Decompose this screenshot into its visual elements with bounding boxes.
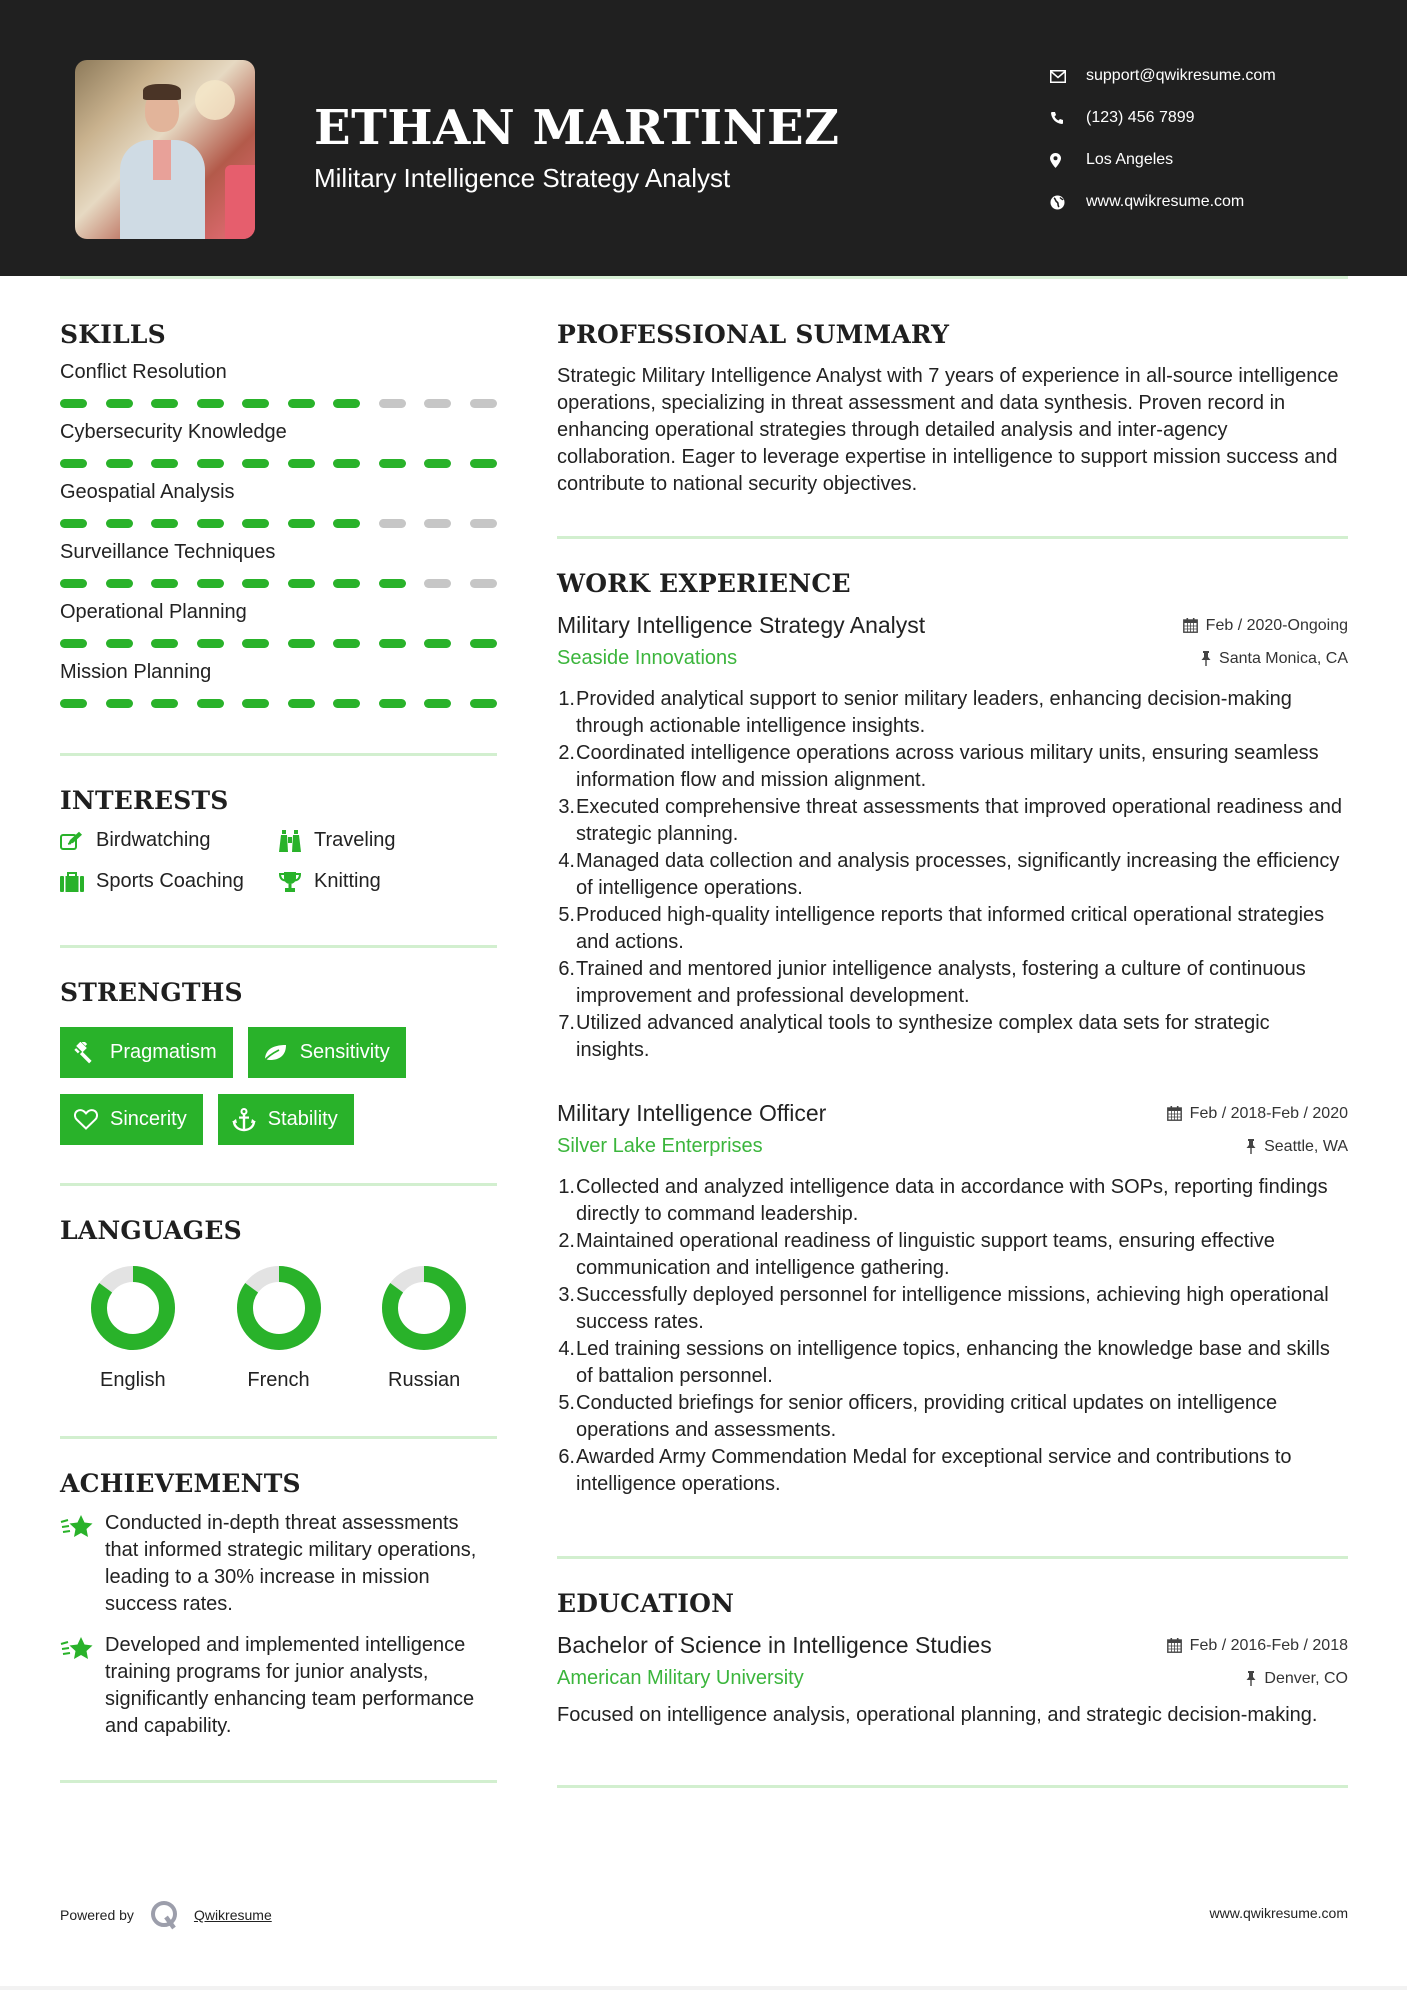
education-dates-text: Feb / 2016-Feb / 2018 [1189, 1636, 1348, 1654]
skill-dot-filled [106, 699, 133, 708]
responsibility-text: Collected and analyzed intelligence data in accordance with SOPs, reporting findings directly to command leadership. [576, 1176, 1328, 1225]
skill-dot-filled [60, 519, 87, 528]
skill-name: Operational Planning [60, 601, 247, 623]
qwikresume-logo-icon [150, 1900, 180, 1930]
skill-dot-filled [60, 459, 87, 468]
skill-dot-filled [424, 699, 451, 708]
skill-dot-filled [197, 459, 224, 468]
responsibility-item [557, 956, 1348, 1010]
heart-icon [74, 1109, 98, 1130]
skill-dot-filled [288, 519, 315, 528]
list-number: 2. [558, 742, 575, 764]
degree-title: Bachelor of Science in Intelligence Studies [557, 1632, 992, 1658]
list-number: 6. [558, 1446, 575, 1468]
skill-dot-filled [470, 459, 497, 468]
skill-dot-empty [379, 399, 406, 408]
footer-powered-by [60, 1900, 272, 1930]
job-title: Military Intelligence Strategy Analyst [557, 612, 926, 638]
skills-heading: SKILLS [60, 320, 166, 349]
skill-dot-filled [197, 639, 224, 648]
list-number: 6. [558, 958, 575, 980]
map-marker-icon [1050, 153, 1086, 168]
education-header [557, 1632, 1348, 1659]
skill-dot-filled [106, 399, 133, 408]
responsibility-text: Provided analytical support to senior military leaders, enhancing decision-making through actionable intelligence insights. [576, 688, 1292, 737]
calendar-icon [1183, 618, 1198, 633]
language-item [351, 1265, 497, 1392]
responsibility-text: Maintained operational readiness of linguistic support teams, ensuring effective communication and intelligence gathering. [576, 1230, 1275, 1279]
contact-website-text: www.qwikresume.com [1086, 193, 1245, 210]
responsibility-text: Trained and mentored junior intelligence analysts, fostering a culture of continuous improvement and professional development. [576, 958, 1306, 1007]
interest-item [60, 829, 278, 852]
job-entry [557, 612, 1348, 1064]
skill-dot-filled [151, 699, 178, 708]
section-divider [557, 1785, 1348, 1788]
skill-dot-filled [379, 699, 406, 708]
list-number: 7. [558, 1012, 575, 1034]
calendar-icon [1167, 1638, 1182, 1653]
achievements-heading: ACHIEVEMENTS [60, 1469, 301, 1498]
photo-person-shirt [153, 140, 171, 180]
education-section [557, 1589, 1348, 1729]
pushpin-icon [1246, 1671, 1256, 1686]
skill-dot-empty [470, 399, 497, 408]
skill-dot-filled [470, 699, 497, 708]
responsibility-text: Awarded Army Commendation Medal for exceptional service and contributions to intelligence operations. [576, 1446, 1292, 1495]
skill-dot-filled [242, 639, 269, 648]
skill-dot-filled [151, 459, 178, 468]
anchor-icon [232, 1108, 256, 1132]
interest-label: Sports Coaching [96, 870, 244, 892]
photo-person-hair [143, 84, 181, 100]
skill-dot-filled [197, 699, 224, 708]
experience-section [557, 569, 1348, 1498]
job-subheader [557, 647, 1348, 670]
responsibility-item [557, 1444, 1348, 1498]
languages-list [60, 1265, 497, 1392]
language-name: Russian [388, 1369, 461, 1391]
job-dates [1167, 1105, 1348, 1123]
jobs-list [557, 612, 1348, 1498]
skill-dot-filled [242, 699, 269, 708]
job-title: Military Intelligence Officer [557, 1100, 827, 1126]
skill-dot-filled [106, 519, 133, 528]
job-location-text: Santa Monica, CA [1219, 649, 1348, 667]
skill-name: Surveillance Techniques [60, 541, 276, 563]
skill-name: Geospatial Analysis [60, 481, 235, 503]
language-proficiency-donut [381, 1265, 467, 1351]
list-number: 2. [558, 1230, 575, 1252]
right-column [557, 320, 1348, 1788]
powered-by-text: Powered by [60, 1907, 134, 1923]
skill-dot-empty [379, 519, 406, 528]
experience-heading: WORK EXPERIENCE [557, 569, 851, 598]
skill-level-meter [60, 519, 497, 529]
responsibility-item [557, 1010, 1348, 1064]
skill-dot-filled [151, 639, 178, 648]
pushpin-icon [1246, 1139, 1256, 1154]
skill-level-meter [60, 399, 497, 409]
education-dates [1167, 1637, 1348, 1655]
skill-dot-filled [197, 519, 224, 528]
phone-icon [1050, 111, 1086, 125]
section-divider [557, 536, 1348, 539]
skill-name: Mission Planning [60, 661, 212, 683]
skill-dot-filled [288, 579, 315, 588]
responsibility-text: Successfully deployed personnel for intelligence missions, achieving high operational success rates. [576, 1284, 1329, 1333]
job-dates-text: Feb / 2020-Ongoing [1205, 616, 1348, 634]
interest-label: Knitting [314, 870, 381, 892]
skill-dot-filled [424, 639, 451, 648]
responsibility-item [557, 1336, 1348, 1390]
responsibility-item [557, 686, 1348, 740]
skill-dot-filled [151, 399, 178, 408]
company-name: Seaside Innovations [557, 647, 738, 669]
contact-website[interactable] [1050, 181, 1276, 223]
section-divider [557, 1556, 1348, 1559]
skill-dot-filled [60, 699, 87, 708]
strength-badge [60, 1027, 233, 1078]
pushpin-icon [1201, 651, 1211, 666]
summary-heading: PROFESSIONAL SUMMARY [557, 320, 950, 349]
contact-phone[interactable] [1050, 97, 1276, 139]
contact-location-text: Los Angeles [1086, 151, 1174, 168]
skill-dot-filled [424, 459, 451, 468]
skill-level-meter [60, 699, 497, 709]
skill-level-meter [60, 579, 497, 589]
contact-location [1050, 139, 1276, 181]
header-divider [60, 276, 1348, 279]
skill-dot-filled [288, 459, 315, 468]
responsibility-text: Produced high-quality intelligence reports that informed critical operational strategies and actions. [576, 904, 1325, 953]
skill-dot-filled [288, 399, 315, 408]
star-achievement-icon [60, 1510, 105, 1618]
skill-dot-empty [424, 399, 451, 408]
contact-phone-text: (123) 456 7899 [1086, 109, 1195, 126]
language-proficiency-donut [236, 1265, 322, 1351]
interest-item [60, 870, 278, 893]
responsibility-item [557, 1282, 1348, 1336]
interests-section [60, 786, 497, 893]
resume-header [0, 0, 1407, 276]
job-location [1246, 1138, 1348, 1156]
responsibility-item [557, 1390, 1348, 1444]
achievement-item [60, 1632, 497, 1740]
skill-dot-filled [60, 399, 87, 408]
skill-dot-filled [106, 639, 133, 648]
strength-label: Pragmatism [110, 1041, 217, 1063]
skill-dot-empty [470, 579, 497, 588]
section-divider [60, 753, 497, 756]
job-dates [1183, 617, 1348, 635]
skill-item [60, 421, 497, 469]
skill-dot-filled [333, 699, 360, 708]
skill-level-meter [60, 459, 497, 469]
achievement-text: Developed and implemented intelligence training programs for junior analysts, significantly enhancing team performance and capability. [105, 1634, 475, 1737]
achievement-text: Conducted in-depth threat assessments that informed strategic military operations, leading to a 30% increase in mission success rates. [105, 1512, 477, 1615]
strength-badge [218, 1094, 354, 1145]
section-divider [60, 1780, 497, 1783]
responsibility-item [557, 1228, 1348, 1282]
skill-dot-filled [106, 459, 133, 468]
globe-icon [1050, 195, 1086, 210]
list-number: 3. [558, 1284, 575, 1306]
trophy-icon [278, 871, 314, 893]
interest-item [278, 829, 497, 852]
skills-list [60, 361, 497, 709]
skill-dot-filled [379, 579, 406, 588]
school-name: American Military University [557, 1667, 804, 1689]
skill-dot-filled [470, 639, 497, 648]
language-proficiency-donut [90, 1265, 176, 1351]
education-description: Focused on intelligence analysis, operational planning, and strategic decision-making. [557, 1704, 1318, 1726]
skill-dot-empty [424, 519, 451, 528]
skill-item [60, 541, 497, 589]
summary-text: Strategic Military Intelligence Analyst with 7 years of experience in all-source intelligence operations, specializing in threat assessment and data synthesis. Proven record in enhancing operational strategies through detailed analysis and inter-agency collaboration. Eager to leverage expertise in intelligence to support mission success and contribute to national security objectives. [557, 365, 1339, 495]
strengths-list [60, 1027, 497, 1145]
gavel-icon [74, 1042, 98, 1064]
responsibility-item [557, 794, 1348, 848]
list-number: 5. [558, 1392, 575, 1414]
education-location [1246, 1670, 1348, 1688]
education-subheader [557, 1667, 1348, 1690]
job-header [557, 612, 1348, 639]
skill-dot-filled [379, 639, 406, 648]
candidate-title: Military Intelligence Strategy Analyst [314, 163, 731, 193]
job-location [1201, 650, 1348, 668]
calendar-icon [1167, 1106, 1182, 1121]
strength-badge [60, 1094, 203, 1145]
job-header [557, 1100, 1348, 1127]
interests-heading: INTERESTS [60, 786, 229, 815]
interest-item [278, 870, 497, 893]
skill-dot-filled [333, 519, 360, 528]
footer-website[interactable]: www.qwikresume.com [1209, 1905, 1348, 1921]
skill-dot-filled [288, 699, 315, 708]
skill-dot-filled [288, 639, 315, 648]
job-location-text: Seattle, WA [1264, 1137, 1348, 1155]
list-number: 1. [558, 688, 575, 710]
responsibility-text: Conducted briefings for senior officers, providing critical updates on intelligence operations and assessments. [576, 1392, 1278, 1441]
skill-dot-filled [333, 579, 360, 588]
section-divider [60, 945, 497, 948]
languages-section [60, 1216, 497, 1392]
responsibility-text: Led training sessions on intelligence topics, enhancing the knowledge base and skills of battalion personnel. [576, 1338, 1330, 1387]
star-achievement-icon [60, 1632, 105, 1740]
section-divider [60, 1436, 497, 1439]
list-number: 3. [558, 796, 575, 818]
responsibility-text: Managed data collection and analysis processes, significantly increasing the efficiency of intelligence operations. [576, 850, 1340, 899]
photo-background-light [195, 80, 235, 120]
job-responsibilities [557, 1174, 1348, 1498]
responsibility-item [557, 740, 1348, 794]
contact-email[interactable] [1050, 55, 1276, 97]
skill-name: Conflict Resolution [60, 361, 227, 383]
skill-dot-filled [242, 579, 269, 588]
skill-dot-filled [197, 399, 224, 408]
skill-item [60, 481, 497, 529]
list-number: 1. [558, 1176, 575, 1198]
skill-dot-empty [470, 519, 497, 528]
edit-icon [60, 831, 96, 851]
skill-dot-filled [333, 399, 360, 408]
language-name: French [247, 1369, 310, 1391]
languages-heading: LANGUAGES [60, 1216, 242, 1245]
job-entry [557, 1100, 1348, 1498]
responsibility-item [557, 848, 1348, 902]
responsibility-text: Coordinated intelligence operations across various military units, ensuring seamless information flow and mission alignment. [576, 742, 1319, 791]
strength-badge [248, 1027, 406, 1078]
interest-label: Traveling [314, 829, 396, 851]
skill-item [60, 661, 497, 709]
skill-name: Cybersecurity Knowledge [60, 421, 287, 443]
skill-dot-filled [60, 639, 87, 648]
language-item [206, 1265, 352, 1392]
page-bottom-edge [0, 1986, 1407, 1990]
list-number: 4. [558, 850, 575, 872]
skill-dot-filled [106, 579, 133, 588]
binoculars-icon [278, 830, 314, 852]
strength-label: Sensitivity [299, 1041, 390, 1063]
interests-list [60, 829, 497, 893]
strengths-section [60, 978, 497, 1145]
skill-dot-filled [242, 399, 269, 408]
responsibility-item [557, 1174, 1348, 1228]
job-dates-text: Feb / 2018-Feb / 2020 [1189, 1104, 1348, 1122]
interest-label: Birdwatching [96, 829, 211, 851]
photo-background-chair [225, 165, 255, 239]
job-subheader [557, 1135, 1348, 1158]
summary-section [557, 320, 1348, 498]
language-name: English [100, 1369, 166, 1391]
skill-dot-filled [333, 459, 360, 468]
profile-photo [75, 60, 255, 239]
strength-label: Stability [267, 1108, 338, 1130]
skill-dot-filled [333, 639, 360, 648]
responsibility-text: Executed comprehensive threat assessments that improved operational readiness and strategic planning. [576, 796, 1342, 845]
left-column [60, 320, 497, 1783]
strength-label: Sincerity [110, 1108, 187, 1130]
company-name: Silver Lake Enterprises [557, 1135, 763, 1157]
leaf-icon [262, 1043, 288, 1063]
skill-item [60, 361, 497, 409]
skill-dot-filled [242, 519, 269, 528]
education-location-text: Denver, CO [1264, 1669, 1348, 1687]
list-number: 5. [558, 904, 575, 926]
responsibility-item [557, 902, 1348, 956]
qwikresume-link[interactable]: Qwikresume [193, 1907, 272, 1923]
skill-level-meter [60, 639, 497, 649]
candidate-name: ETHAN MARTINEZ [314, 100, 840, 156]
contact-email-text: support@qwikresume.com [1086, 67, 1276, 84]
skill-dot-filled [151, 519, 178, 528]
skill-dot-empty [424, 579, 451, 588]
suitcase-icon [60, 872, 96, 892]
envelope-icon [1050, 70, 1086, 83]
strengths-heading: STRENGTHS [60, 978, 243, 1007]
achievement-item [60, 1510, 497, 1618]
skill-dot-filled [197, 579, 224, 588]
skill-dot-filled [60, 579, 87, 588]
job-responsibilities [557, 686, 1348, 1064]
skill-dot-filled [242, 459, 269, 468]
skill-dot-filled [379, 459, 406, 468]
responsibility-text: Utilized advanced analytical tools to synthesize complex data sets for strategic insights. [576, 1012, 1270, 1061]
skill-item [60, 601, 497, 649]
section-divider [60, 1183, 497, 1186]
skill-dot-filled [151, 579, 178, 588]
education-heading: EDUCATION [557, 1589, 735, 1618]
language-item [60, 1265, 206, 1392]
skills-section [60, 320, 497, 709]
contact-list [1050, 55, 1276, 223]
list-number: 4. [558, 1338, 575, 1360]
achievements-section [60, 1469, 497, 1740]
